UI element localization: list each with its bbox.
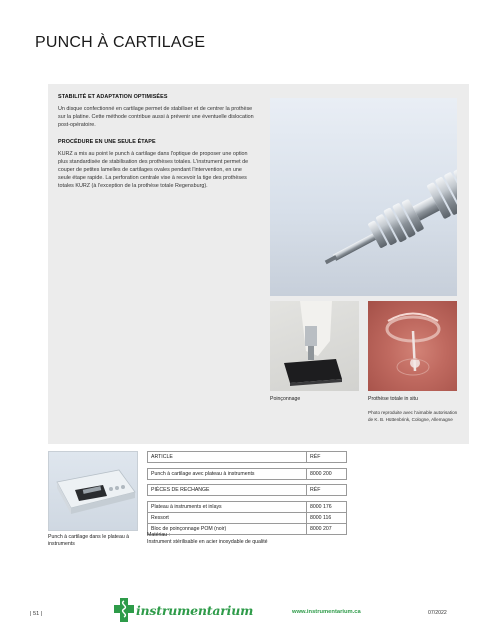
spare-ref: 8000 207 (307, 524, 347, 535)
punching-illustration (270, 301, 359, 391)
prosthesis-in-situ-photo (368, 301, 457, 391)
document-date: 07/2022 (428, 610, 447, 616)
brand-name: instrumentarium (136, 603, 254, 618)
caption-prosthesis: Prothèse totale in situ (368, 396, 418, 402)
website-link[interactable]: www.instrumentarium.ca (292, 609, 361, 615)
table-row (148, 502, 347, 513)
page-number: | 51 | (30, 611, 43, 617)
section-heading-procedure: PROCÉDURE EN UNE SEULE ÉTAPE (58, 139, 156, 145)
thumb-caption: Punch à cartilage dans le plateau à instruments (48, 534, 130, 547)
material-label: Matériau : (147, 532, 171, 538)
spare-label: Ressort (148, 513, 307, 524)
table-row (148, 469, 347, 480)
table-header-row (148, 485, 347, 496)
material-value: Instrument stérilisable en acier inoxydable de qualité (147, 539, 268, 545)
punch-instrument-illustration (270, 98, 457, 296)
brand-logo (113, 597, 273, 623)
spare-ref: 8000 116 (307, 513, 347, 524)
page-title: PUNCH À CARTILAGE (35, 34, 206, 51)
spare-header-label: PIÈCES DE RECHANGE (148, 485, 307, 496)
table-header-row (148, 452, 347, 463)
instrument-tray-image (48, 451, 138, 531)
table-row (148, 513, 347, 524)
section-body-procedure: KURZ a mis au point le punch à cartilage dans l'optique de proposer une option plus standardisée de stabilisation des prothèses totales. L'instrument permet de couper de petites lamelles de cartilages ovales pendant l'intervention, en une seule étape rapide. La perforation centrale vise à recevoir la tige des prothèses totales KURZ (à l'exception de la prothèse totale Regensburg). (58, 151, 249, 189)
spare-label: Bloc de poinçonnage POM (noir) (148, 524, 307, 535)
spare-label: Plateau à instruments et inlays (148, 502, 307, 513)
material-info (147, 532, 268, 546)
article-header-ref: RÉF (307, 452, 347, 463)
instrument-tray-illustration (49, 452, 138, 531)
feature-panel (48, 84, 469, 444)
spare-parts-table (147, 484, 347, 535)
spare-ref: 8000 176 (307, 502, 347, 513)
article-label: Punch à cartilage avec plateau à instruments (148, 469, 307, 480)
spare-header-ref: RÉF (307, 485, 347, 496)
section-heading-stability: STABILITÉ ET ADAPTATION OPTIMISÉES (58, 94, 168, 100)
article-ref: 8000 200 (307, 469, 347, 480)
punching-photo (270, 301, 359, 391)
prosthesis-illustration (368, 301, 457, 391)
photo-credit: Photo reproduite avec l'aimable autorisation de K. B. Hüttenbrink, Cologne, Allemagne (368, 410, 458, 422)
punch-instrument-image (270, 98, 457, 296)
article-table (147, 451, 347, 480)
medical-cross-icon (113, 597, 135, 623)
article-header-label: ARTICLE (148, 452, 307, 463)
section-body-stability: Un disque confectionné en cartilage permet de stabiliser et de centrer la prothèse sur la platine. Cette méthode contribue aussi à prévenir une éventuelle dislocation post-opératoire. (58, 106, 254, 128)
description-column (58, 94, 254, 200)
caption-punching: Poinçonnage (270, 396, 301, 402)
